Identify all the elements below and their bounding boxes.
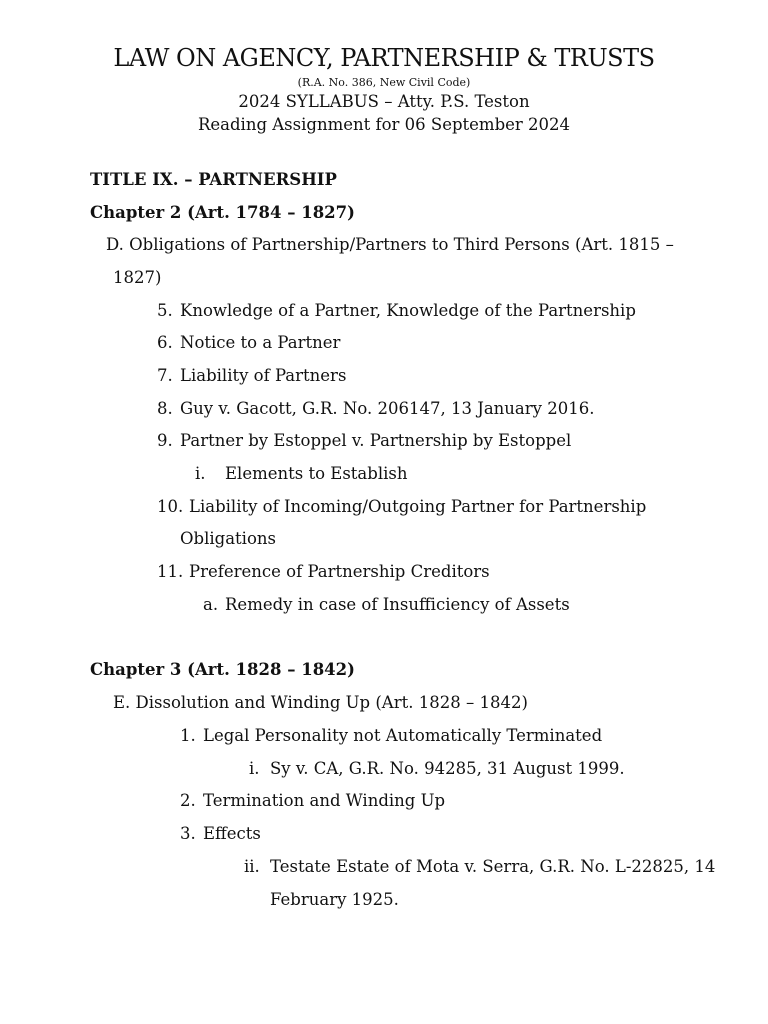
list-item: Effects	[203, 824, 261, 843]
list-item-num: 11.	[157, 562, 184, 581]
section-e-label: E. Dissolution and Winding Up (Art. 1828 – 1842)	[113, 693, 528, 712]
case-citation: Sy v. CA, G.R. No. 94285, 31 August 1999.	[270, 759, 625, 778]
list-item: Termination and Winding Up	[203, 791, 446, 810]
list-item-num: 3.	[180, 824, 196, 843]
list-item: Partner by Estoppel v. Partnership by Estoppel	[180, 431, 572, 450]
list-item: Preference of Partnership Creditors	[189, 562, 490, 581]
sub-item-num: i.	[249, 759, 260, 778]
sub-item: Remedy in case of Insufficiency of Assets	[225, 595, 570, 614]
list-item-num: 8.	[157, 399, 173, 418]
list-item: Notice to a Partner	[180, 333, 341, 352]
list-item-cont: Obligations	[180, 529, 276, 548]
title-heading: TITLE IX. – PARTNERSHIP	[90, 170, 337, 189]
case-citation-cont: February 1925.	[270, 890, 399, 909]
list-item: Knowledge of a Partner, Knowledge of the Partnership	[180, 301, 636, 320]
list-item: Legal Personality not Automatically Terminated	[203, 726, 603, 745]
list-item-num: 2.	[180, 791, 196, 810]
assignment-line: Reading Assignment for 06 September 2024	[197, 115, 571, 134]
list-item-num: 9.	[157, 431, 173, 450]
sub-item-num: a.	[203, 595, 219, 614]
sub-item-num: i.	[195, 464, 206, 483]
list-item-num: 7.	[157, 366, 173, 385]
chapter-2-heading: Chapter 2 (Art. 1784 – 1827)	[90, 203, 355, 222]
list-item: Liability of Incoming/Outgoing Partner for Partnership	[189, 497, 647, 516]
chapter-3-heading: Chapter 3 (Art. 1828 – 1842)	[90, 660, 355, 679]
case-citation: Testate Estate of Mota v. Serra, G.R. No. L-22825, 14	[270, 857, 716, 876]
law-reference: (R.A. No. 386, New Civil Code)	[297, 76, 471, 89]
sub-item: Elements to Establish	[225, 464, 408, 483]
list-item-num: 5.	[157, 301, 173, 320]
list-item-num: 6.	[157, 333, 173, 352]
case-citation: Guy v. Gacott, G.R. No. 206147, 13 January 2016.	[180, 399, 595, 418]
section-d-label: D. Obligations of Partnership/Partners to Third Persons (Art. 1815 –	[106, 235, 674, 254]
document-title: LAW ON AGENCY, PARTNERSHIP & TRUSTS	[113, 44, 655, 72]
list-item-num: 10.	[157, 497, 184, 516]
list-item-num: 1.	[180, 726, 196, 745]
list-item: Liability of Partners	[180, 366, 347, 385]
sub-item-num: ii.	[244, 857, 260, 876]
syllabus-line: 2024 SYLLABUS – Atty. P.S. Teston	[238, 92, 530, 111]
section-d-label-cont: 1827)	[113, 268, 162, 287]
